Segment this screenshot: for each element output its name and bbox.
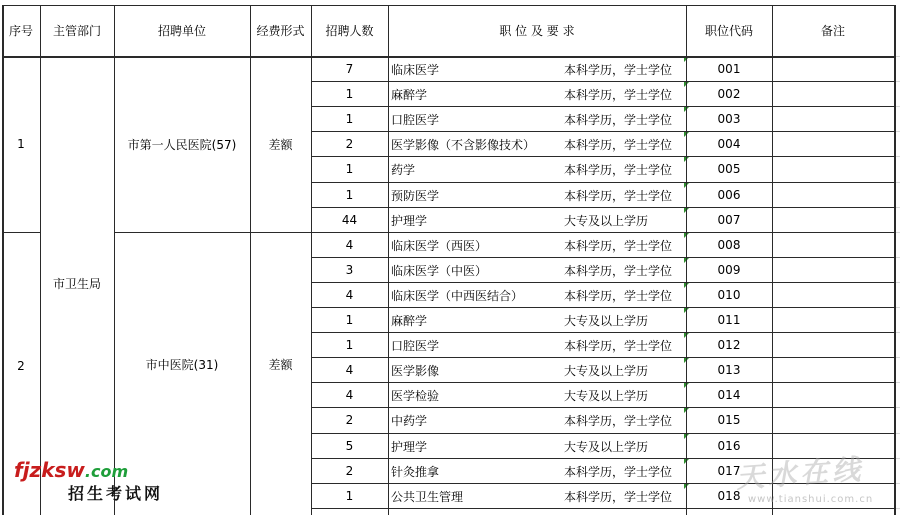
grid-line: [311, 182, 894, 183]
count-cell: 5: [345, 438, 354, 453]
position-requirement: 本科学历，学士学位: [564, 63, 673, 77]
dept-cell: 市卫生局: [52, 277, 101, 291]
position-requirement: 本科学历，学士学位: [564, 189, 673, 203]
grid-line: [311, 282, 894, 283]
grid-line: [114, 232, 311, 233]
grid-line: [311, 81, 894, 82]
position-requirement: 大专及以上学历: [564, 364, 649, 378]
code-cell: 001: [717, 61, 741, 76]
remark-cell: [772, 81, 894, 106]
grid-line: [2, 56, 894, 58]
count-cell: 4: [345, 362, 354, 377]
remark-cell: [772, 407, 894, 433]
logo-text: fjzksw.com: [14, 458, 129, 482]
count-cell: 2: [345, 413, 354, 427]
count-cell: 1: [345, 86, 354, 101]
position-name: 针灸推拿: [391, 465, 440, 479]
remark-cell: [772, 382, 894, 407]
code-cell: 017: [717, 463, 741, 478]
position-requirement: 大专及以上学历: [564, 214, 649, 228]
grid-line: [311, 5, 312, 515]
grid-line: [311, 106, 894, 107]
code-cell: 009: [717, 262, 741, 277]
position-name: 护理学: [391, 214, 428, 228]
grid-line: [311, 407, 894, 408]
position-name: 口腔医学: [391, 113, 440, 127]
header-count: 招聘人数: [325, 24, 374, 38]
site-logo: [10, 458, 185, 508]
position-requirement: 大专及以上学历: [564, 440, 649, 454]
code-cell: 012: [717, 337, 741, 352]
position-name: 临床医学: [391, 63, 440, 77]
grid-line: [686, 5, 687, 515]
code-cell: 007: [717, 212, 741, 227]
grid-line: [250, 5, 251, 515]
position-name: 口腔医学: [391, 339, 440, 353]
watermark-url: www.tianshui.com.cn: [748, 494, 874, 505]
code-cell: 003: [717, 111, 741, 126]
position-name: 中药学: [391, 414, 428, 428]
code-cell: 004: [717, 136, 741, 151]
grid-line: [311, 382, 894, 383]
row-seq: 2: [17, 359, 25, 373]
position-name: 药学: [391, 163, 416, 177]
count-cell: 7: [345, 61, 354, 76]
grid-line: [772, 5, 773, 515]
header-dept: 主管部门: [52, 24, 101, 38]
grid-line: [311, 332, 894, 333]
code-cell: 005: [717, 162, 741, 176]
remark-cell: [772, 56, 894, 81]
funding-cell: 差额: [268, 358, 293, 372]
position-requirement: 大专及以上学历: [564, 314, 649, 328]
remark-cell: [772, 156, 894, 182]
code-cell: 002: [717, 86, 741, 101]
remark-cell: [772, 131, 894, 156]
count-cell: 4: [345, 237, 354, 252]
position-requirement: 本科学历，学士学位: [564, 113, 673, 127]
grid-line: [114, 5, 115, 515]
position-requirement: 本科学历，学士学位: [564, 239, 673, 253]
count-cell: 1: [345, 187, 354, 202]
grid-line: [2, 5, 4, 515]
grid-line: [2, 232, 40, 233]
logo-subtitle: 招生考试网: [68, 484, 164, 503]
position-name: 临床医学（西医）: [391, 239, 488, 253]
count-cell: 2: [345, 463, 354, 478]
count-cell: 4: [345, 387, 354, 402]
remark-cell: [772, 332, 894, 357]
funding-cell: 差额: [268, 137, 293, 152]
count-cell: 3: [345, 262, 354, 277]
remark-cell: [772, 207, 894, 232]
count-cell: 1: [345, 337, 354, 352]
position-requirement: 本科学历，学士学位: [564, 339, 673, 353]
code-cell: 008: [717, 237, 741, 252]
grid-line: [894, 5, 896, 515]
position-name: 医学影像（不含影像技术）: [391, 138, 536, 152]
grid-line: [311, 508, 894, 509]
unit-cell: 市第一人民医院(57): [127, 137, 237, 152]
position-name: 麻醉学: [391, 88, 428, 102]
position-requirement: 本科学历，学士学位: [564, 88, 673, 102]
grid-line: [311, 307, 894, 308]
remark-cell: [772, 106, 894, 131]
remark-cell: [772, 257, 894, 282]
header-code: 职位代码: [704, 24, 753, 38]
grid-line: [311, 232, 894, 233]
watermark-text: 天水在线: [735, 452, 866, 495]
grid-line: [311, 257, 894, 258]
header-position: 职 位 及 要 求: [499, 24, 575, 38]
remark-cell: [772, 282, 894, 307]
position-requirement: 本科学历，学士学位: [564, 138, 673, 152]
grid-line: [311, 156, 894, 157]
position-name: 公共卫生管理: [391, 490, 464, 504]
position-requirement: 本科学历，学士学位: [564, 289, 673, 303]
code-cell: 014: [717, 387, 741, 402]
position-requirement: 大专及以上学历: [564, 389, 649, 403]
position-requirement: 本科学历，学士学位: [564, 414, 673, 428]
position-name: 医学检验: [391, 389, 440, 403]
code-cell: 018: [717, 488, 741, 503]
position-requirement: 本科学历，学士学位: [564, 163, 673, 177]
remark-cell: [772, 357, 894, 382]
grid-line: [311, 357, 894, 358]
position-name: 临床医学（中医）: [391, 264, 488, 278]
count-cell: 1: [345, 111, 354, 126]
count-cell: 1: [345, 162, 354, 176]
header-seq: 序号: [8, 24, 33, 38]
code-cell: 010: [717, 287, 741, 302]
count-cell: 4: [345, 287, 354, 302]
remark-cell: [772, 182, 894, 207]
header-remark: 备注: [820, 24, 845, 38]
grid-line: [311, 207, 894, 208]
position-name: 医学影像: [391, 364, 440, 378]
grid-line: [40, 5, 41, 515]
count-cell: 1: [345, 488, 354, 503]
position-requirement: 本科学历，学士学位: [564, 465, 673, 479]
remark-cell: [772, 232, 894, 257]
row-seq: 1: [17, 137, 25, 151]
position-name: 护理学: [391, 440, 428, 454]
header-unit: 招聘单位: [157, 24, 206, 38]
position-name: 临床医学（中西医结合）: [391, 289, 524, 303]
count-cell: 2: [345, 136, 354, 151]
code-cell: 006: [717, 187, 741, 202]
position-name: 麻醉学: [391, 314, 428, 328]
code-cell: 015: [717, 413, 741, 427]
grid-line: [388, 5, 389, 515]
count-cell: 44: [341, 212, 358, 227]
grid-line: [2, 5, 894, 6]
remark-cell: [772, 307, 894, 332]
count-cell: 1: [345, 312, 354, 327]
code-cell: 011: [717, 312, 741, 327]
header-funding: 经费形式: [256, 24, 305, 38]
unit-cell: 市中医院(31): [145, 358, 219, 372]
code-cell: 016: [717, 438, 741, 453]
grid-line: [311, 131, 894, 132]
grid-line: [311, 433, 894, 434]
position-requirement: 本科学历，学士学位: [564, 264, 673, 278]
position-name: 预防医学: [391, 189, 440, 203]
code-cell: 013: [717, 362, 741, 377]
position-requirement: 本科学历，学士学位: [564, 490, 673, 504]
